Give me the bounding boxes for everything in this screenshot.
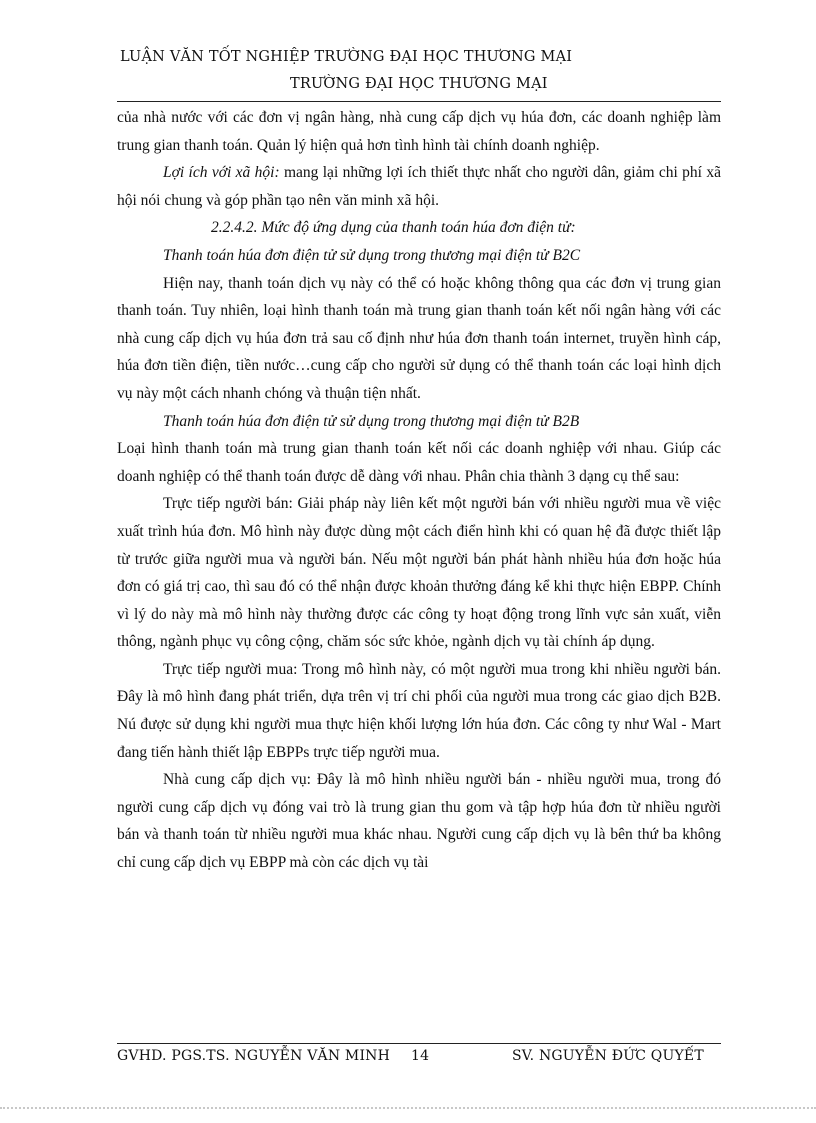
social-benefit-label: Lợi ích với xã hội: (163, 164, 280, 182)
paragraph-buyer-direct: Trực tiếp người mua: Trong mô hình này, có một người mua trong khi nhiều người bán. Đây là mô hình đang phát triển, dựa trên vị trí chi phối của người mua trong các giao dịch B2B. Nú được sử dụng khi người mua thực hiện khối lượng lớn húa đơn. Các công ty như Wal - Mart đang tiến hành thiết lập EBPPs trực tiếp người mua. (117, 660, 721, 761)
paragraph-service-provider: Nhà cung cấp dịch vụ: Đây là mô hình nhiều người bán - nhiều người mua, trong đó người cung cấp dịch vụ đóng vai trò là trung gian thu gom và tập hợp húa đơn từ nhiều người bán và thanh toán từ nhiều người mua khác nhau. Người cung cấp dịch vụ là bên thứ ba không chỉ cung cấp dịch vụ EBPP mà còn các dịch vụ tài (117, 771, 721, 872)
page-number: 14 (411, 1048, 430, 1064)
paragraph-b2b-intro: Loại hình thanh toán mà trung gian thanh toán kết nối các doanh nghiệp với nhau. Giúp các doanh nghiệp có thể thanh toán được dễ dàng với nhau. Phân chia thành 3 dạng cụ thể sau: (117, 440, 721, 485)
paragraph-b2c: Hiện nay, thanh toán dịch vụ này có thể có hoặc không thông qua các đơn vị trung gian thanh toán. Tuy nhiên, loại hình thanh toán mà trung gian thanh toán kết nối ngân hàng với các nhà cung cấp dịch vụ húa đơn trả sau cố định như húa đơn thanh toán internet, truyền hình cáp, húa đơn tiền điện, tiền nước…cung cấp cho người sử dụng có thể thanh toán các loại hình dịch vụ này một cách nhanh chóng và thuận tiện nhất. (117, 274, 721, 402)
paragraph-continuation: của nhà nước với các đơn vị ngân hàng, nhà cung cấp dịch vụ húa đơn, các doanh nghiệp làm trung gian thanh toán. Quản lý hiện quả hơn tình hình tài chính doanh nghiệp. (117, 109, 721, 154)
footer-rule (117, 1043, 721, 1044)
subheading-b2c: Thanh toán húa đơn điện tử sử dụng trong thương mại điện tử B2C (163, 246, 581, 264)
section-heading: 2.2.4.2. Mức độ ứng dụng của thanh toán húa đơn điện tử: (211, 219, 576, 237)
paragraph-seller-direct: Trực tiếp người bán: Giải pháp này liên kết một người bán với nhiều người mua về việc xuất trình húa đơn. Mô hình này được dùng một cách điển hình khi có quan hệ đã được thiết lập từ trước giữa người mua và người bán. Nếu một người bán phát hành nhiều húa đơn hoặc húa đơn có giá trị cao, thì sau đó có thể nhận được khoản thưởng đáng kể khi thực hiện EBPP. Chính vì lý do này mà mô hình này thường được các công ty hoạt động trong lĩnh vực sản xuất, viễn thông, ngành phục vụ công cộng, chăm sóc sức khỏe, ngành dịch vụ tài chính áp dụng. (117, 495, 721, 651)
running-header-school: TRƯỜNG ĐẠI HỌC THƯƠNG MẠI (290, 76, 548, 92)
social-benefit-text: mang lại những lợi ích thiết thực nhất cho người dân, giảm chi phí xã hội nói chung và góp phần tạo nên văn minh xã hội. (117, 164, 721, 209)
subheading-b2b: Thanh toán húa đơn điện tử sử dụng trong thương mại điện tử B2B (163, 412, 580, 430)
page-bottom-dotted-border (0, 1107, 816, 1109)
page-body (117, 104, 721, 877)
footer-advisor: GVHD. PGS.TS. NGUYỄN VĂN MINH (117, 1048, 391, 1064)
running-header-title: LUẬN VĂN TỐT NGHIỆP TRƯỜNG ĐẠI HỌC THƯƠNG MẠI (120, 49, 573, 65)
header-rule (117, 101, 721, 102)
footer-student: SV. NGUYỄN ĐỨC QUYẾT (512, 1048, 704, 1064)
paragraph-social-benefit (117, 159, 721, 214)
